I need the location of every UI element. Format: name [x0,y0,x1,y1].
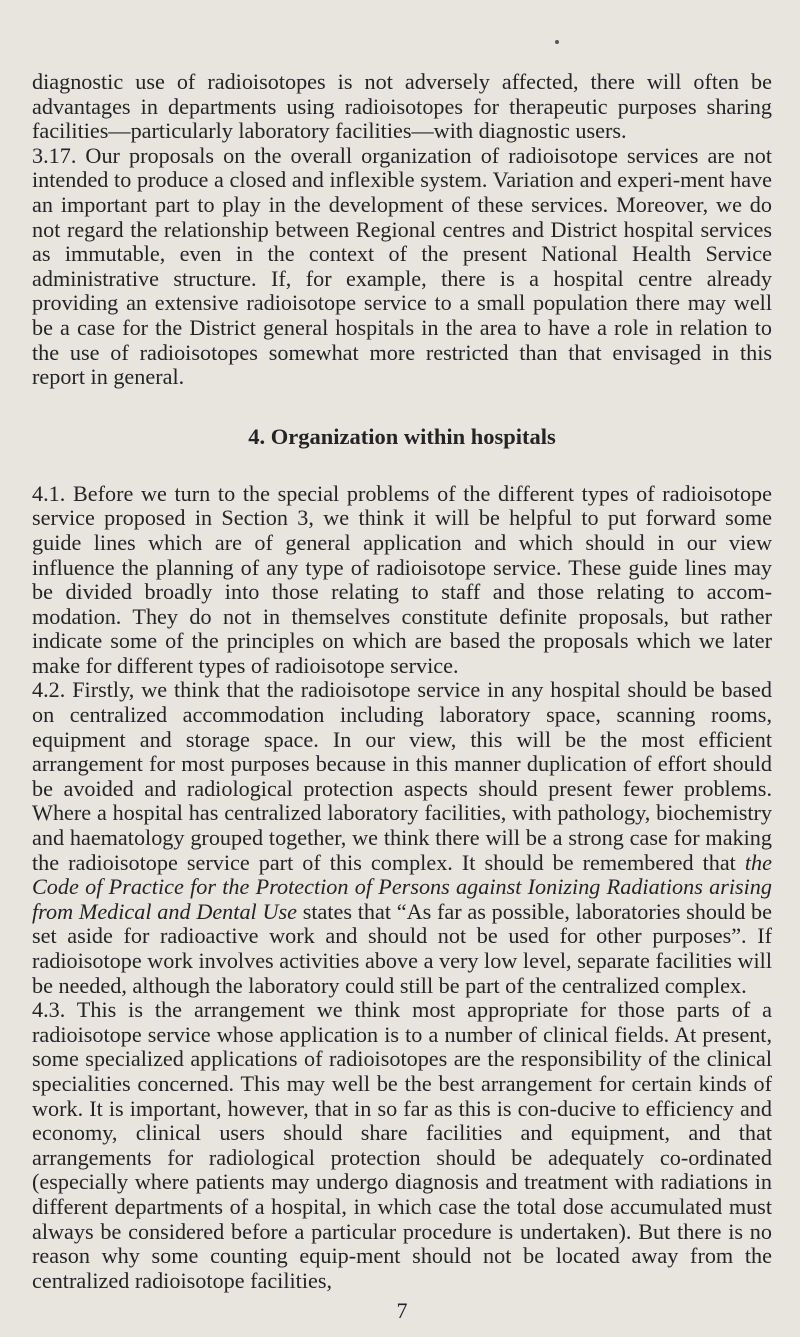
code-of-practice-title: the Code of Practice for the Protection of Persons against Ionizing Radiations arising from Medical and Dental Use [32,849,772,924]
paragraph-3-17: 3.17. Our proposals on the overall organization of radioisotope services are not intended to produce a closed and inflexible system. Variation and experi-ment have an important part to play in the development of these services. Moreover, we do not regard the relationship between Regional centres and District hospital services as immutable, even in the context of the present National Health Service administrative structure. If, for example, there is a hospital centre already providing an extensive radioisotope service to a small population there may well be a case for the District general hospitals in the area to have a role in relation to the use of radioisotopes somewhat more restricted than that envisaged in this report in general. [32,142,772,390]
stray-mark [555,40,559,44]
paragraph-4-3: 4.3. This is the arrangement we think most appropriate for those parts of a radioisotope service whose application is to a number of clinical fields. At present, some specialized applications of radioisotopes are the responsibility of the clinical specialities concerned. This may well be the best arrangement for certain kinds of work. It is important, however, that in so far as this is con-ducive to efficiency and economy, clinical users should share facilities and equipment, and that arrangements for radiological protection should be adequately co-ordinated (especially where patients may undergo diagnosis and treatment with radiations in different departments of a hospital, in which case the total dose accumulated must always be considered before a particular procedure is undertaken). But there is no reason why some counting equip-ment should not be located away from the centralized radioisotope facilities, [32,997,772,1293]
paragraph-4-1: 4.1. Before we turn to the special problems of the different types of radioisotope service proposed in Section 3, we think it will be helpful to put forward some guide lines which are of general application and which should in our view influence the planning of any type of radioisotope service. These guide lines may be divided broadly into those relating to staff and those relating to accom-modation. They do not in themselves constitute definite proposals, but rather indicate some of the principles on which are based the proposals which we later make for different types of radioisotope service. [32,480,772,678]
paragraph-continuation: diagnostic use of radioisotopes is not adversely affected, there will often be advantages in departments using radioisotopes for therapeutic purposes sharing facilities—particularly laboratory facilities—with diagnostic users. [32,69,772,144]
paragraph-4-2 [32,678,772,998]
page-number: 7 [396,1298,408,1324]
section-heading: 4. Organization within hospitals [248,423,556,449]
paragraph-4-2-text-start: 4.2. Firstly, we think that the radioisotope service in any hospital should be based on centralized accommodation including laboratory space, scanning rooms, equipment and storage space. In our view, this will be the most efficient arrangement for most purposes because in this manner duplication of effort should be avoided and radiological protection aspects should present fewer problems. Where a hospital has centralized laboratory facilities, with pathology, biochemistry and haematology grouped together, we think there will be a strong case for making the radioisotope service part of this complex. It should be remembered that [32,677,772,875]
paragraph-4-2-text-end: states that “As far as possible, laboratories should be set aside for radioactive work and should not be used for other purposes”. If radioisotope work involves activities above a very low level, separate facilities will be needed, although the laboratory could still be part of the centralized complex. [32,898,773,998]
